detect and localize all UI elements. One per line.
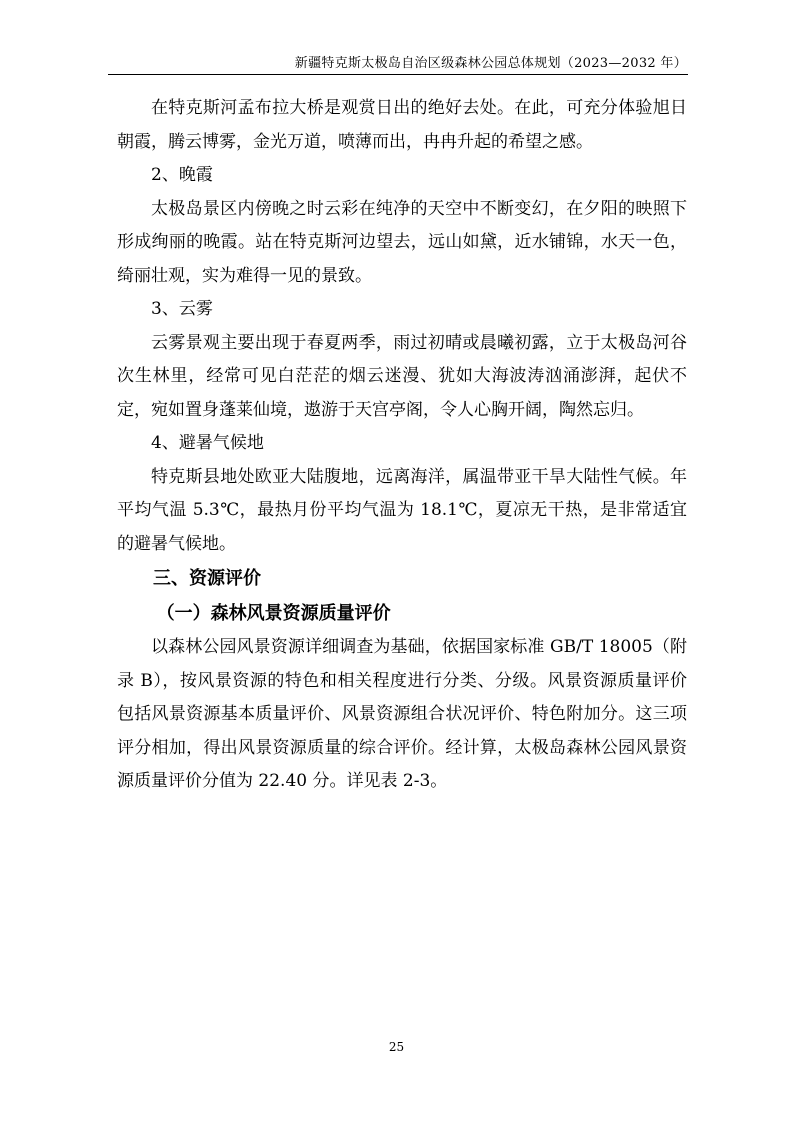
subsection-heading-quality-evaluation: （一）森林风景资源质量评价	[156, 603, 391, 624]
running-header: 新疆特克斯太极岛自治区级森林公园总体规划（2023—2032 年）	[294, 56, 687, 71]
section-heading-resource-evaluation: 三、资源评价	[153, 568, 261, 589]
header-rule	[108, 74, 688, 75]
page-number: 25	[388, 1040, 405, 1054]
paragraph-quality-evaluation: 以森林公园风景资源详细调查为基础，依据国家标准 GB/T 18005（附录 B），按风景资源的特色和相关程度进行分类、分级。风景资源质量评价包括风景资源基本质量评价、风景资源组合状况评价、特色附加分。这三项评分相加，得出风景资源质量的综合评价。经计算，太极岛森林公园风景资源质量评价分值为 22.40 分。详见表 2-3。	[117, 637, 687, 791]
subheading-summer-resort: 4、避暑气候地	[151, 433, 264, 453]
paragraph-evening-glow: 太极岛景区内傍晚之时云彩在纯净的天空中不断变幻，在夕阳的映照下形成绚丽的晚霞。站在特克斯河边望去，远山如黛，近水铺锦，水天一色，绮丽壮观，实为难得一见的景致。	[117, 198, 687, 286]
page-body	[117, 92, 687, 799]
subheading-evening-glow: 2、晚霞	[151, 165, 213, 185]
paragraph-summer-resort: 特克斯县地处欧亚大陆腹地，远离海洋，属温带亚干旱大陆性气候。年平均气温 5.3℃，最热月份平均气温为 18.1℃，夏凉无干热，是非常适宜的避暑气候地。	[117, 466, 687, 554]
paragraph-clouds-mist: 云雾景观主要出现于春夏两季，雨过初晴或晨曦初露，立于太极岛河谷次生林里，经常可见白茫茫的烟云迷漫、犹如大海波涛汹涌澎湃，起伏不定，宛如置身蓬莱仙境，遨游于天宫亭阁，令人心胸开阔，陶然忘归。	[117, 332, 687, 420]
paragraph-sunrise: 在特克斯河孟布拉大桥是观赏日出的绝好去处。在此，可充分体验旭日朝霞，腾云博雾，金光万道，喷薄而出，冉冉升起的希望之感。	[117, 98, 687, 152]
subheading-clouds-mist: 3、云雾	[151, 299, 213, 319]
